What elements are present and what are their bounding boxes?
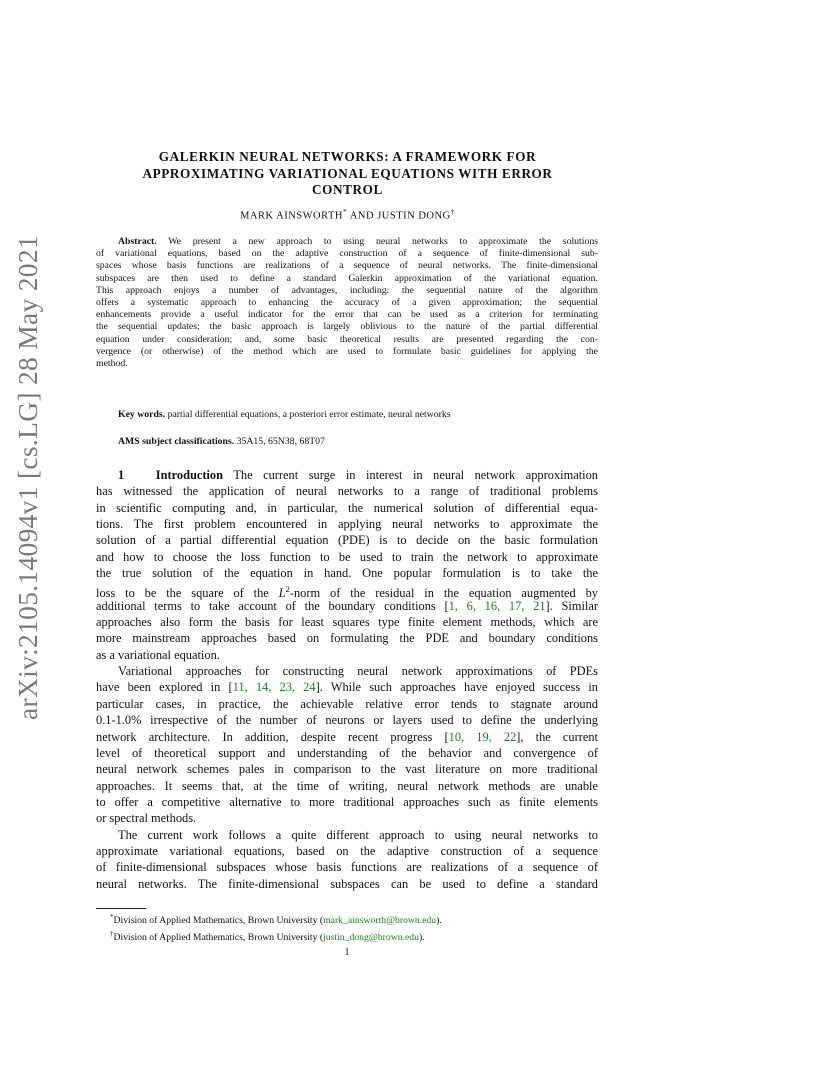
body-line: additional terms to take account of the boundary conditions [1, 6, 16, 17, 21]. Similar (96, 598, 598, 613)
ams-label: AMS subject classifications. (118, 436, 235, 447)
body-line: neural network schemes pales in comparison to the vast literature on more traditional (96, 762, 598, 777)
author-name: MARK AINSWORTH (240, 210, 344, 222)
footnote-mark: † (450, 207, 455, 216)
title-line: GALERKIN NEURAL NETWORKS: A FRAMEWORK FOR (158, 149, 537, 164)
page-number: 1 (344, 947, 350, 958)
body-line: neural networks. The finite-dimensional subspaces can be used to define a standard (96, 876, 598, 891)
author-conjunction: AND (349, 210, 375, 222)
citation-link[interactable]: 1, 6, 16, 17, 21 (448, 598, 546, 613)
math-symbol: L (278, 586, 286, 601)
ams-text: 35A15, 65N38, 68T07 (236, 436, 325, 447)
section-number: 1 (118, 468, 125, 482)
abstract (96, 236, 598, 370)
keywords-text: partial differential equations, a posteriori error estimate, neural networks (167, 409, 451, 420)
body-line: more mainstream approaches based on formulating the PDE and boundary conditions (96, 631, 598, 646)
citation-link[interactable]: 11, 14, 23, 24 (232, 680, 316, 695)
body-line: approximate variational equations, based on the adaptive construction of a sequence (96, 843, 598, 858)
author-name: JUSTIN DONG (377, 210, 451, 222)
body-line: level of theoretical support and understanding of the behavior and convergence of (96, 745, 598, 760)
math-superscript: 2 (285, 584, 290, 595)
abstract-line: the sequential updates; the basic approach is largely oblivious to the nature of the partial differential (96, 321, 598, 333)
body-line: tions. The first problem encountered in applying neural networks to approximate the (96, 517, 598, 532)
abstract-line: Abstract. We present a new approach to using neural networks to approximate the solutions (118, 236, 598, 247)
abstract-line: vergence (or otherwise) of the method which are used to formulate basic guidelines for applying the (96, 345, 598, 357)
abstract-line: method. (96, 357, 128, 369)
body-line: to offer a competitive alternative to more traditional approaches such as finite elements (96, 794, 598, 809)
abstract-line: spaces whose basis functions are realizations of a sequence of neural networks. The finite-dimensional (96, 260, 598, 272)
email-link[interactable]: mark_ainsworth@brown.edu (323, 915, 437, 927)
body-line: in scientific computing and, in particular, the numerical solution of differential equa- (96, 500, 598, 515)
footnote-mark: † (110, 929, 114, 938)
body-line: of finite-dimensional subspaces whose basis functions are realizations of a sequence of (96, 860, 598, 875)
abstract-line: enhancements provide a useful indicator for the error that can be used as a criterion for terminating (96, 309, 598, 321)
email-link[interactable]: justin_dong@brown.edu (323, 931, 419, 943)
body-line: particular cases, in practice, the achievable relative error tends to stagnate around (96, 696, 598, 711)
abstract-line: equation under consideration; and, some basic theoretical results are presented regarding the con- (96, 333, 598, 345)
footnote-mark: * (110, 913, 114, 921)
section-title: Introduction (155, 468, 224, 482)
body-line: 1 Introduction The current surge in interest in neural network approximation (118, 468, 598, 482)
body-line: The current work follows a quite different approach to using neural networks to (118, 827, 598, 842)
body-line: has witnessed the application of neural networks to a range of traditional problems (96, 484, 598, 499)
body-text (96, 467, 598, 892)
body-line: loss to be the square of the $L^2$-norm of the residual in the equation augmented by (96, 584, 599, 601)
body-line: or spectral methods. (96, 811, 197, 826)
body-line: approaches. It seems that, at the time of writing, neural network methods are unable (96, 778, 598, 793)
footnotes (96, 911, 442, 944)
footnote-mark: * (343, 207, 348, 216)
paper-title (96, 149, 599, 199)
body-line: and how to choose the loss function to be used to train the network to approximate (96, 549, 598, 564)
citation-link[interactable]: 10, 19, 22 (448, 729, 517, 744)
body-line: the true solution of the equation in hand. One popular formulation is to take the (96, 566, 598, 581)
body-line: 0.1-1.0% irrespective of the number of neurons or layers used to define the underlying (96, 713, 598, 728)
body-line: network architecture. In addition, despite recent progress [10, 19, 22], the current (96, 729, 598, 744)
arxiv-identifier: arXiv:2105.14094v1 [cs.LG] 28 May 2021 (12, 235, 43, 720)
keywords (118, 409, 451, 420)
abstract-line: of variational equations, based on the adaptive construction of a sequence of finite-dimensional sub- (96, 248, 598, 260)
title-line: CONTROL (312, 182, 383, 197)
title-line: APPROXIMATING VARIATIONAL EQUATIONS WITH ERROR (142, 165, 553, 181)
abstract-label: Abstract. (118, 236, 157, 247)
body-line: Variational approaches for constructing neural network approximations of PDEs (118, 664, 598, 679)
abstract-line: offers a systematic approach to enhancing the accuracy of a given approximation; the sequential (96, 296, 598, 308)
author-list (96, 207, 599, 222)
ams-classifications (118, 436, 325, 447)
body-line: solution of a partial differential equation (PDE) is to decide on the basic formulation (96, 533, 598, 548)
abstract-line: This approach enjoys a number of advantages, including: the sequential nature of the algorithm (96, 284, 598, 296)
body-line: approaches also form the basis for least squares type finite element methods, which are (96, 615, 598, 630)
footnote: *Division of Applied Mathematics, Brown University (mark_ainsworth@brown.edu). (110, 913, 442, 927)
body-line: have been explored in [11, 14, 23, 24]. While such approaches have enjoyed success in (96, 680, 598, 695)
body-line: as a variational equation. (96, 647, 220, 662)
footnote: †Division of Applied Mathematics, Brown University (justin_dong@brown.edu). (110, 929, 425, 943)
footnote-rule (96, 908, 146, 909)
keywords-label: Key words. (118, 409, 166, 420)
abstract-line: subspaces are then used to define a standard Galerkin approximation of the variational equation. (96, 272, 598, 284)
